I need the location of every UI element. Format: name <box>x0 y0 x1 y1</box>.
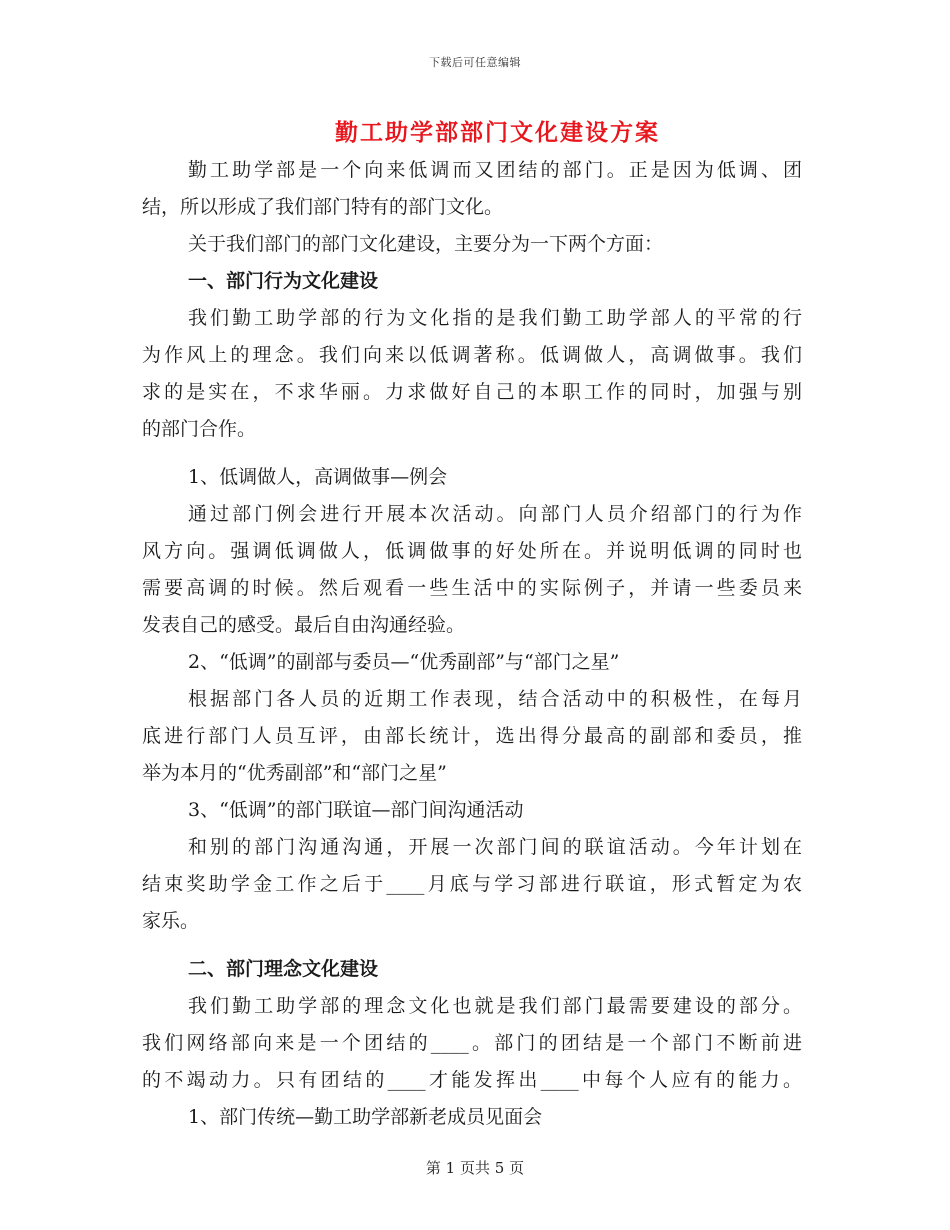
section-heading-behavior-culture: 一、部门行为文化建设 <box>188 270 379 292</box>
subsection-heading: 2、“低调”的副部与委员—“优秀副部”与“部门之星” <box>188 651 620 673</box>
paragraph-line: 求的是实在，不求华丽。力求做好自己的本职工作的同时，加强与别 <box>142 381 802 403</box>
paragraph-line: 风方向。强调低调做人，低调做事的好处所在。并说明低调的同时也 <box>142 540 802 562</box>
subsection-heading: 1、低调做人，高调做事—例会 <box>188 466 448 488</box>
page-footer-number: 第 1 页共 5 页 <box>425 1159 525 1177</box>
paragraph-line: 我们勤工助学部的理念文化也就是我们部门最需要建设的部分。 <box>188 995 802 1017</box>
paragraph-line: 举为本月的“优秀副部”和“部门之星” <box>142 762 447 784</box>
paragraph-line: 结束奖助学金工作之后于____月底与学习部进行联谊，形式暂定为农 <box>142 873 802 895</box>
paragraph-line: 需要高调的时候。然后观看一些生活中的实际例子，并请一些委员来 <box>142 577 802 599</box>
paragraph-line: 家乐。 <box>142 910 200 932</box>
paragraph-line: 的不竭动力。只有团结的____才能发挥出____中每个人应有的能力。 <box>142 1069 802 1091</box>
document-title: 勤工助学部部门文化建设方案 <box>335 119 660 146</box>
subsection-heading: 3、“低调”的部门联谊—部门间沟通活动 <box>188 799 524 821</box>
paragraph-line: 根据部门各人员的近期工作表现，结合活动中的积极性，在每月 <box>188 688 802 710</box>
paragraph-line: 底进行部门人员互评，由部长统计，选出得分最高的副部和委员，推 <box>142 725 802 747</box>
paragraph-line: 我们勤工助学部的行为文化指的是我们勤工助学部人的平常的行 <box>188 307 802 329</box>
paragraph-gap <box>142 448 802 459</box>
paragraph-line: 我们网络部向来是一个团结的____。部门的团结是一个部门不断前进 <box>142 1032 802 1054</box>
paragraph-line: 关于我们部门的部门文化建设，主要分为一下两个方面： <box>188 233 664 255</box>
paragraph-line: 的部门合作。 <box>142 418 257 440</box>
paragraph-line: 发表自己的感受。最后自由沟通经验。 <box>142 614 466 636</box>
section-heading-concept-culture: 二、部门理念文化建设 <box>188 958 379 980</box>
paragraph-line: 勤工助学部是一个向来低调而又团结的部门。正是因为低调、团 <box>188 159 802 181</box>
page-header-note: 下载后可任意编辑 <box>429 56 521 69</box>
paragraph-line: 通过部门例会进行开展本次活动。向部门人员介绍部门的行为作 <box>188 503 802 525</box>
subsection-heading: 1、部门传统—勤工助学部新老成员见面会 <box>188 1106 543 1128</box>
paragraph-gap <box>142 940 802 951</box>
paragraph-line: 为作风上的理念。我们向来以低调著称。低调做人，高调做事。我们 <box>142 344 802 366</box>
document-body <box>142 152 802 1136</box>
paragraph-line: 结，所以形成了我们部门特有的部门文化。 <box>142 196 504 218</box>
paragraph-line: 和别的部门沟通沟通，开展一次部门间的联谊活动。今年计划在 <box>188 836 802 858</box>
